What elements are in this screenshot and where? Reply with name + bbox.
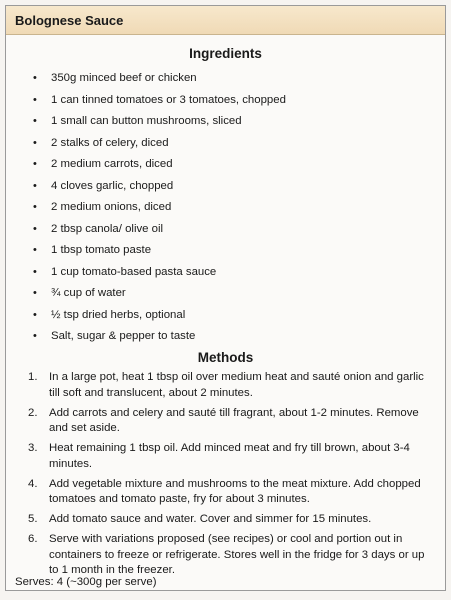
ingredient-text: Salt, sugar & pepper to taste bbox=[51, 330, 196, 342]
step-text: Heat remaining 1 tbsp oil. Add minced meat and fry till brown, about 3-4 minutes. bbox=[49, 442, 410, 470]
ingredients-list bbox=[6, 68, 286, 348]
ingredient-item bbox=[6, 197, 286, 219]
title-bar bbox=[6, 6, 445, 35]
ingredient-text: 350g minced beef or chicken bbox=[51, 72, 197, 84]
bullet-icon: • bbox=[33, 287, 37, 299]
methods-list bbox=[6, 370, 445, 583]
ingredient-item bbox=[6, 133, 286, 155]
method-step bbox=[6, 532, 445, 579]
bullet-icon: • bbox=[33, 93, 37, 106]
ingredients-heading: Ingredients bbox=[189, 46, 262, 61]
ingredient-text: 1 tbsp tomato paste bbox=[51, 244, 152, 256]
ingredient-item bbox=[6, 240, 286, 262]
bullet-icon: • bbox=[33, 179, 37, 192]
ingredient-text: 2 medium onions, diced bbox=[51, 201, 172, 213]
step-number: 6. bbox=[28, 533, 38, 545]
ingredient-text: 1 cup tomato-based pasta sauce bbox=[51, 265, 217, 278]
bullet-icon: • bbox=[33, 222, 37, 235]
recipe-card bbox=[5, 5, 446, 591]
bullet-icon: • bbox=[33, 201, 37, 213]
ingredient-text: 4 cloves garlic, chopped bbox=[51, 179, 174, 192]
ingredient-text: 2 medium carrots, diced bbox=[51, 158, 173, 170]
bullet-icon: • bbox=[33, 115, 37, 127]
step-text: Add tomato sauce and water. Cover and simmer for 15 minutes. bbox=[49, 513, 372, 525]
ingredient-text: 1 can tinned tomatoes or 3 tomatoes, chopped bbox=[51, 93, 286, 106]
ingredient-item bbox=[6, 154, 286, 176]
method-step bbox=[6, 441, 445, 472]
step-number: 1. bbox=[28, 371, 38, 383]
method-step bbox=[6, 406, 445, 437]
ingredient-item bbox=[6, 68, 286, 90]
ingredient-item bbox=[6, 283, 286, 305]
ingredient-item bbox=[6, 111, 286, 133]
ingredient-text: 2 tbsp canola/ olive oil bbox=[51, 222, 164, 235]
ingredient-text: ½ tsp dried herbs, optional bbox=[51, 308, 186, 321]
ingredient-item bbox=[6, 262, 286, 284]
serves-text: Serves: 4 (~300g per serve) bbox=[15, 576, 157, 588]
step-text: In a large pot, heat 1 tbsp oil over medium heat and sauté onion and garlic till soft and translucent, about 2 minutes. bbox=[49, 371, 424, 399]
step-number: 5. bbox=[28, 513, 38, 525]
ingredient-item bbox=[6, 326, 286, 348]
bullet-icon: • bbox=[33, 244, 37, 256]
ingredient-item bbox=[6, 90, 286, 112]
ingredient-text: ¾ cup of water bbox=[51, 287, 126, 299]
ingredient-text: 1 small can button mushrooms, sliced bbox=[51, 115, 242, 127]
bullet-icon: • bbox=[33, 158, 37, 170]
methods-heading: Methods bbox=[197, 350, 254, 365]
ingredient-item bbox=[6, 219, 286, 241]
bullet-icon: • bbox=[33, 265, 37, 278]
bullet-icon: • bbox=[33, 72, 37, 84]
ingredient-item bbox=[6, 176, 286, 198]
bullet-icon: • bbox=[33, 136, 37, 149]
bullet-icon: • bbox=[33, 308, 37, 321]
step-text: Add vegetable mixture and mushrooms to the meat mixture. Add chopped tomatoes and tomato paste, fry for about 3 minutes. bbox=[49, 477, 421, 505]
method-step bbox=[6, 477, 445, 508]
bullet-icon: • bbox=[33, 330, 37, 342]
step-number: 2. bbox=[28, 406, 38, 419]
method-step bbox=[6, 512, 445, 528]
step-number: 4. bbox=[28, 477, 38, 490]
step-text: Add carrots and celery and sauté till fragrant, about 1-2 minutes. Remove and set aside. bbox=[49, 406, 419, 434]
ingredient-item bbox=[6, 305, 286, 327]
step-text: Serve with variations proposed (see recipes) or cool and portion out in containers to freeze or refrigerate. Stores well in the fridge for 3 days or up to 1 month in the freezer. bbox=[49, 533, 425, 576]
step-number: 3. bbox=[28, 442, 38, 454]
recipe-title: Bolognese Sauce bbox=[15, 12, 124, 28]
method-step bbox=[6, 370, 445, 401]
ingredient-text: 2 stalks of celery, diced bbox=[51, 136, 169, 149]
